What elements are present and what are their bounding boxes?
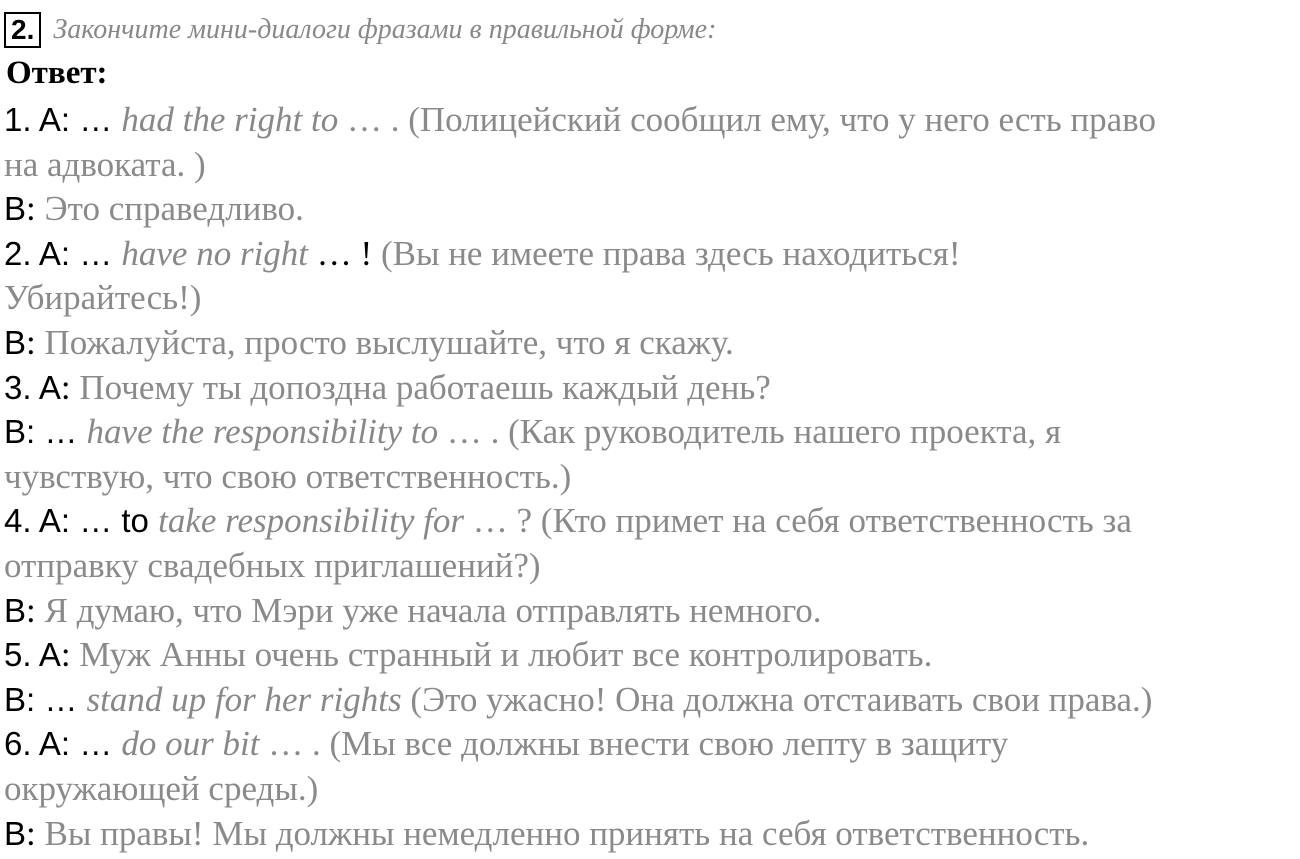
dialog-3-a-text: Почему ты допоздна работаешь каждый день? bbox=[79, 367, 771, 407]
dialog-6-a-lead: 6. A: … bbox=[4, 725, 122, 763]
dialog-1-line-a bbox=[4, 98, 1300, 143]
dialog-5-phrase: stand up for her rights bbox=[86, 679, 402, 719]
dialog-1-b-text: Это справедливо. bbox=[44, 189, 304, 229]
dialog-1-phrase: had the right to bbox=[121, 100, 339, 139]
dialog-1-translation: (Полицейский сообщил ему, что у него есть право bbox=[408, 100, 1156, 139]
dialog-4-line-b bbox=[4, 589, 1300, 634]
dialog-2-translation: (Вы не имеете права здесь находиться! bbox=[380, 233, 961, 273]
dialog-2-b-text: Пожалуйста, просто выслушайте, что я скажу. bbox=[44, 322, 734, 362]
dialog-2-phrase: have no right bbox=[121, 233, 309, 273]
dialog-4-to: to bbox=[121, 502, 159, 540]
dialog-4-b-colon: : bbox=[26, 590, 45, 630]
dialog-6-translation: (Мы все должны внести свою лепту в защиту bbox=[329, 724, 1009, 764]
dialog-1-line-b bbox=[4, 187, 1300, 232]
dialog-3-line-a bbox=[4, 366, 1300, 411]
dialog-3-phrase: have the responsibility to bbox=[86, 412, 439, 452]
dialog-6-line-a bbox=[4, 722, 1300, 767]
dialog-2-a-lead: 2. A: … bbox=[4, 234, 122, 272]
dialog-5-line-b bbox=[4, 678, 1300, 723]
dialog-6-b-text: Вы правы! Мы должны немедленно принять на себя ответственность. bbox=[44, 813, 1090, 853]
dialog-4-line-a-cont: отправку свадебных приглашений?) bbox=[4, 545, 541, 585]
dialog-2-b-colon: : bbox=[26, 322, 45, 362]
dialog-1-line-a-cont: на адвоката. ) bbox=[4, 144, 206, 184]
dialog-1-b-colon: : bbox=[26, 189, 45, 229]
dialog-4-b-lead: B bbox=[4, 591, 27, 629]
dialog-5-translation: (Это ужасно! Она должна отстаивать свои права.) bbox=[401, 679, 1153, 719]
task-instruction: Закончите мини-диалоги фразами в правильной форме: bbox=[53, 14, 717, 45]
dialog-3-a-colon: : bbox=[60, 367, 80, 407]
dialog-2-b-lead: B bbox=[4, 323, 27, 361]
dialog-4-phrase: take responsibility for bbox=[158, 501, 464, 541]
task-number-badge: 2. bbox=[4, 12, 41, 48]
dialog-1-dots: … . bbox=[338, 100, 409, 139]
dialog-4-a-lead: 4. A: … bbox=[4, 502, 122, 540]
dialog-4-translation: (Кто примет на себя ответственность за bbox=[540, 501, 1132, 541]
dialog-1-b-lead: B bbox=[4, 190, 27, 228]
dialog-6-line-a-cont: окружающей среды.) bbox=[4, 768, 319, 808]
dialog-3-dots: … . bbox=[438, 412, 509, 452]
task-header bbox=[4, 10, 716, 50]
dialog-4-line-a bbox=[4, 499, 1300, 544]
dialog-5-line-a bbox=[4, 633, 1300, 678]
answer-label: Ответ: bbox=[6, 55, 108, 91]
dialog-2-line-a-cont: Убирайтесь!) bbox=[4, 278, 202, 318]
dialog-6-b-lead: B bbox=[4, 814, 27, 852]
dialog-3-a-lead: 3. A bbox=[4, 368, 61, 406]
dialog-5-a-text: Муж Анны очень странный и любит все контролировать. bbox=[79, 635, 933, 675]
dialog-3-translation: (Как руководитель нашего проекта, я bbox=[508, 412, 1062, 452]
dialog-3-line-b bbox=[4, 410, 1300, 455]
dialog-3-b-lead: B: … bbox=[4, 413, 87, 451]
dialog-2-dots: … ! bbox=[308, 233, 381, 273]
dialog-5-a-colon: : bbox=[60, 635, 80, 675]
dialog-3-line-b-cont: чувствую, что свою ответственность.) bbox=[4, 456, 572, 496]
dialog-6-line-b bbox=[4, 812, 1300, 857]
dialog-6-b-colon: : bbox=[26, 813, 45, 853]
dialog-2-line-b bbox=[4, 321, 1300, 366]
dialog-2-line-a bbox=[4, 232, 1300, 277]
dialog-4-dots: … ? bbox=[464, 501, 541, 541]
dialog-5-a-lead: 5. A bbox=[4, 636, 61, 674]
dialog-6-dots: … . bbox=[259, 724, 330, 764]
answer-content bbox=[4, 98, 1300, 856]
dialog-6-phrase: do our bit bbox=[121, 724, 260, 764]
dialog-4-b-text: Я думаю, что Мэри уже начала отправлять немного. bbox=[44, 590, 822, 630]
dialog-5-b-lead: B: … bbox=[4, 680, 87, 718]
dialog-1-a-lead: 1. A: … bbox=[4, 101, 122, 138]
